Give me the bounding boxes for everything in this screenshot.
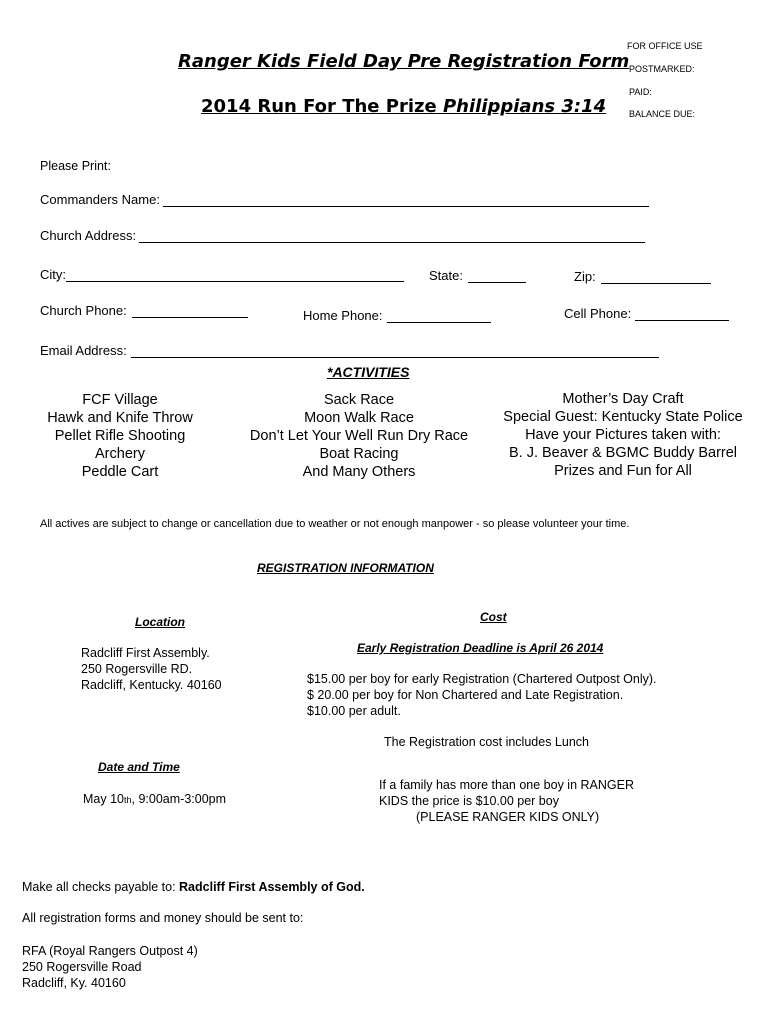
location-line: Radcliff, Kentucky. 40160 — [81, 678, 222, 692]
location-line: 250 Rogersville RD. — [81, 662, 193, 676]
event-date-time: , 9:00am-3:00pm — [131, 792, 227, 806]
zip-label: Zip: — [574, 269, 596, 284]
activity-item: Hawk and Knife Throw — [47, 410, 193, 426]
home-phone-line[interactable] — [387, 310, 491, 323]
please-print-label: Please Print: — [40, 159, 111, 173]
cost-line: $ 20.00 per boy for Non Chartered and Late Registration. — [307, 688, 624, 702]
family-pricing — [379, 777, 634, 825]
activity-item: Have your Pictures taken with: — [525, 427, 721, 443]
activities-disclaimer: All actives are subject to change or cancellation due to weather or not enough manpower - so please volunteer your time. — [40, 518, 630, 530]
location-line: Radcliff First Assembly. — [81, 646, 210, 660]
family-line: KIDS the price is $10.00 per boy — [379, 794, 559, 808]
event-date — [83, 791, 226, 808]
commanders-name-field[interactable] — [40, 192, 649, 207]
email-line[interactable] — [131, 345, 659, 358]
registration-heading: REGISTRATION INFORMATION — [257, 561, 434, 575]
office-use-heading: FOR OFFICE USE — [627, 41, 703, 51]
email-label: Email Address: — [40, 343, 127, 358]
activity-item: Don’t Let Your Well Run Dry Race — [249, 428, 469, 444]
office-balance-due: BALANCE DUE: — [629, 109, 696, 119]
checks-prefix: Make all checks payable to: — [22, 880, 180, 894]
state-line[interactable] — [468, 270, 526, 283]
family-line: (PLEASE RANGER KIDS ONLY) — [416, 810, 600, 824]
cell-phone-field[interactable] — [564, 306, 729, 321]
mailing-line: 250 Rogersville Road — [22, 960, 142, 974]
activities-col-1 — [30, 391, 210, 481]
cost-line: $15.00 per boy for early Registration (Chartered Outpost Only). — [307, 672, 657, 686]
home-phone-field[interactable] — [303, 308, 491, 323]
city-line[interactable] — [66, 269, 404, 282]
city-label: City: — [40, 267, 66, 282]
location-heading: Location — [135, 615, 185, 629]
cost-heading: Cost — [480, 610, 507, 624]
commanders-name-line[interactable] — [163, 194, 649, 207]
send-to-note: All registration forms and money should be sent to: — [22, 911, 304, 925]
church-address-line[interactable] — [139, 230, 645, 243]
office-postmarked: POSTMARKED: — [629, 64, 695, 74]
activity-item: B. J. Beaver & BGMC Buddy Barrel — [508, 445, 738, 461]
home-phone-label: Home Phone: — [303, 308, 383, 323]
activity-item: Mother’s Day Craft — [562, 391, 684, 407]
activities-col-3 — [494, 390, 752, 480]
form-title: Ranger Kids Field Day Pre Registration Form — [178, 51, 630, 72]
church-phone-line[interactable] — [132, 305, 248, 318]
deadline-early: Early — [357, 641, 387, 655]
zip-field[interactable] — [574, 269, 711, 284]
mailing-address — [22, 943, 198, 991]
family-line: If a family has more than one boy in RANGER — [379, 778, 634, 792]
activity-item: Special Guest: Kentucky State Police — [503, 409, 743, 425]
checks-payable — [22, 879, 365, 895]
activity-item: And Many Others — [302, 464, 416, 480]
early-deadline — [357, 641, 603, 655]
church-phone-label: Church Phone: — [40, 303, 127, 318]
state-field[interactable] — [429, 268, 526, 283]
cost-list — [307, 671, 656, 719]
subtitle-verse: Philippians 3:14 — [442, 96, 607, 117]
activity-item: Moon Walk Race — [304, 410, 414, 426]
city-field[interactable] — [40, 267, 404, 282]
activity-item: FCF Village — [82, 392, 158, 408]
mailing-line: RFA (Royal Rangers Outpost 4) — [22, 944, 198, 958]
church-phone-field[interactable] — [40, 303, 248, 318]
activity-item: Prizes and Fun for All — [554, 463, 692, 479]
activity-item: Peddle Cart — [81, 464, 159, 480]
email-field[interactable] — [40, 343, 659, 358]
event-date-month: May 10 — [83, 792, 124, 806]
zip-line[interactable] — [601, 271, 711, 284]
lunch-note: The Registration cost includes Lunch — [384, 735, 589, 749]
event-date-suffix: th — [124, 795, 132, 805]
date-time-heading: Date and Time — [98, 760, 180, 774]
activity-item: Sack Race — [323, 392, 395, 408]
form-subtitle — [201, 96, 606, 117]
checks-payee: Radcliff First Assembly of God. — [179, 880, 365, 894]
state-label: State: — [429, 268, 463, 283]
commanders-name-label: Commanders Name: — [40, 192, 160, 207]
cell-phone-label: Cell Phone: — [564, 306, 632, 321]
activity-item: Archery — [95, 446, 145, 462]
church-address-field[interactable] — [40, 228, 645, 243]
office-paid: PAID: — [629, 87, 652, 97]
activities-heading: *ACTIVITIES — [327, 364, 410, 380]
activities-col-2 — [239, 391, 479, 481]
location-address — [81, 645, 222, 693]
activity-item: Boat Racing — [319, 446, 399, 462]
mailing-line: Radcliff, Ky. 40160 — [22, 976, 126, 990]
subtitle-event: 2014 Run For The Prize — [201, 96, 437, 117]
deadline-date: Deadline is April 26 2014 — [463, 641, 604, 655]
cost-line: $10.00 per adult. — [307, 704, 401, 718]
church-address-label: Church Address: — [40, 228, 137, 243]
cell-phone-line[interactable] — [635, 308, 729, 321]
activity-item: Pellet Rifle Shooting — [54, 428, 186, 444]
deadline-registration: Registration — [389, 641, 460, 655]
